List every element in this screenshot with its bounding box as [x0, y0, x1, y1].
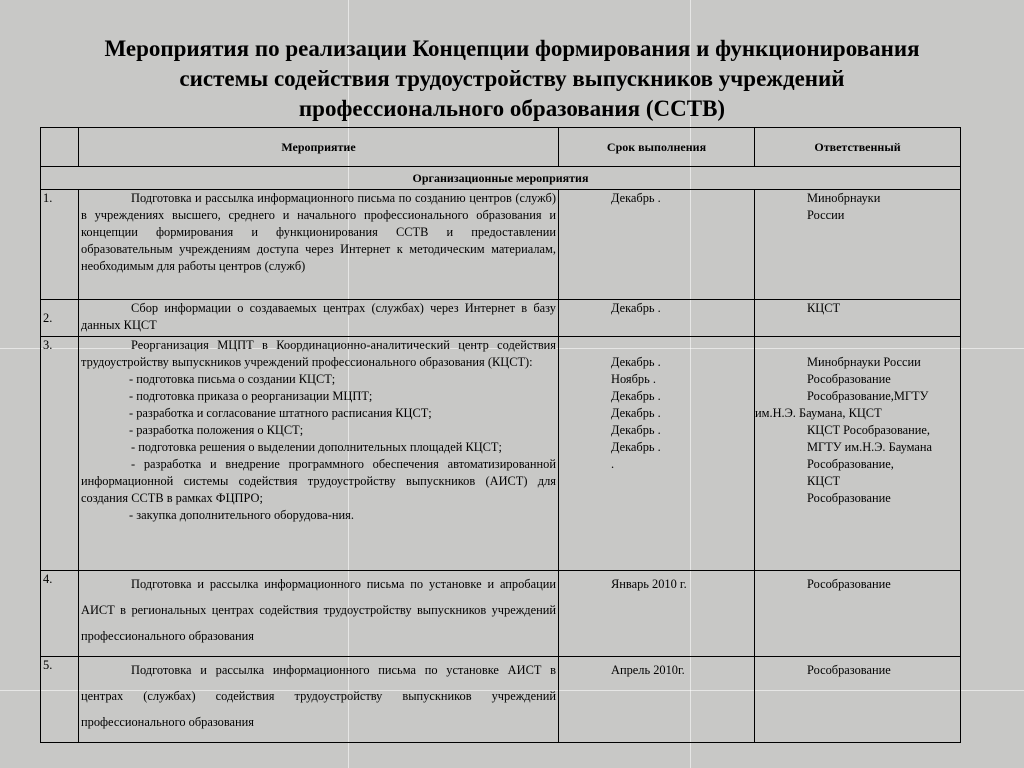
responsible-line: Рособразование: [807, 577, 891, 591]
activity-item: - подготовка приказа о реорганизации МЦПТ;: [129, 389, 373, 403]
responsible-line: МГТУ им.Н.Э. Баумана: [807, 440, 933, 454]
header-term: Срок выполнения: [559, 128, 755, 167]
term-line: Декабрь .: [611, 423, 661, 437]
activity-text: Сбор информации о создаваемых центрах (службах) через Интернет в базу данных КЦСТ: [81, 301, 556, 332]
row-activity: [79, 300, 559, 337]
term-line: Декабрь .: [611, 355, 661, 369]
row-num: 5.: [41, 657, 79, 743]
row-activity: [79, 337, 559, 571]
responsible-line: КЦСТ: [807, 474, 841, 488]
activity-item: - подготовка письма о создании КЦСТ;: [129, 372, 336, 386]
responsible-line: Рособразование: [807, 491, 891, 505]
activity-item: - закупка дополнительного оборудова-ния.: [129, 508, 354, 522]
row-responsible: [755, 190, 961, 300]
activity-item: - подготовка решения о выделении дополнительных площадей КЦСТ;: [131, 440, 502, 454]
table-row: [41, 300, 961, 337]
term-line: Декабрь .: [611, 440, 661, 454]
activity-text: Подготовка и рассылка информационного письма по установке АИСТ в центрах (службах) содействия трудоустройству выпускников учреждений профессионального образования: [81, 663, 556, 729]
title-line-3: профессионального образования (ССТВ): [298, 96, 726, 121]
row-term: Декабрь .: [559, 190, 755, 300]
row-term: Декабрь .: [559, 300, 755, 337]
term-line: .: [611, 457, 615, 471]
table-row: [41, 190, 961, 300]
title-line-1: Мероприятия по реализации Концепции формирования и функционирования: [104, 36, 920, 61]
activity-item: - разработка и внедрение программного обеспечения автоматизированной информационной системы содействия трудоустройству выпускников (АИСТ) для создания ССТВ в рамках ФЦПРО;: [81, 457, 556, 505]
responsible-line: Рособразование,: [807, 457, 894, 471]
table-row: [41, 571, 961, 657]
row-activity: [79, 571, 559, 657]
row-num: 4.: [41, 571, 79, 657]
row-num: 1.: [41, 190, 79, 300]
activity-intro: Реорганизация МЦПТ в Координационно-аналитический центр содействия трудоустройству выпускников учреждений профессионального образования (КЦСТ):: [81, 338, 556, 369]
responsible-line: Рособразование: [807, 663, 891, 677]
activity-text: Подготовка и рассылка информационного письма по созданию центров (служб) в учреждениях высшего, среднего и начального профессионального образования и концепции формирования и функционирования ССТВ и предоставлении образовательным учреждениям доступа через Интернет к методическим материалам, необходимым для работы центров (служб): [81, 191, 556, 273]
table-header-row: [41, 128, 961, 167]
title-line-2: системы содействия трудоустройству выпускников учреждений: [179, 66, 845, 91]
row-activity: [79, 657, 559, 743]
row-responsible: [755, 300, 961, 337]
row-responsible: [755, 571, 961, 657]
section-row: [41, 167, 961, 190]
responsible-line: Рособразование,МГТУ: [807, 389, 929, 403]
responsible-line: КЦСТ Рособразование,: [807, 423, 930, 437]
page-title: [30, 34, 994, 124]
table-row: [41, 337, 961, 571]
header-num: [41, 128, 79, 167]
row-responsible: [755, 337, 961, 571]
row-num: 3.: [41, 337, 79, 571]
activity-item: - разработка положения о КЦСТ;: [129, 423, 304, 437]
row-term: [559, 337, 755, 571]
responsible-line: КЦСТ: [807, 301, 841, 315]
table-row: [41, 657, 961, 743]
header-responsible: Ответственный: [755, 128, 961, 167]
row-activity: [79, 190, 559, 300]
activity-item: - разработка и согласование штатного расписания КЦСТ;: [129, 406, 432, 420]
term-line: Ноябрь .: [611, 372, 656, 386]
row-responsible: [755, 657, 961, 743]
section-title: Организационные мероприятия: [41, 167, 961, 190]
row-term: Апрель 2010г.: [559, 657, 755, 743]
responsible-line: Минобрнауки: [807, 191, 881, 205]
term-line: Декабрь .: [611, 406, 661, 420]
term-line: Декабрь .: [611, 389, 661, 403]
activity-text: Подготовка и рассылка информационного письма по установке и апробации АИСТ в региональных центрах содействия трудоустройству выпускников учреждений профессионального образования: [81, 577, 556, 643]
responsible-line: Минобрнауки России: [807, 355, 921, 369]
responsible-line: Рособразование: [807, 372, 891, 386]
responsible-line: России: [807, 208, 845, 222]
activities-table: [40, 127, 961, 743]
row-num: 2.: [41, 300, 79, 337]
header-activity: Мероприятие: [79, 128, 559, 167]
row-term: Январь 2010 г.: [559, 571, 755, 657]
responsible-line: им.Н.Э. Баумана, КЦСТ: [755, 406, 882, 420]
